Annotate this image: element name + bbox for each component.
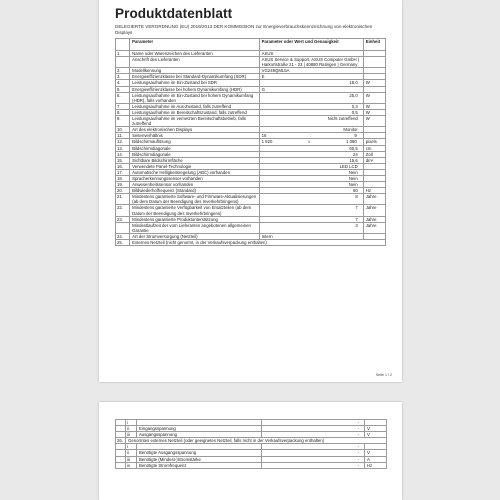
row-unit: Jahre: [363, 222, 385, 233]
row-parameter: Benötigte (Mindest-)Stromstärke: [137, 456, 262, 462]
row-value: [259, 194, 363, 205]
row-number: 14.: [116, 151, 130, 157]
row-unit: W: [363, 109, 385, 115]
row-parameter: Energieeffizienzklasse bei Standard-Dynamikumfang (SDR): [130, 74, 259, 80]
row-number: 20.: [116, 188, 130, 194]
row-sub-index: ii: [126, 450, 137, 456]
row-value-text: 0,5: [351, 109, 358, 115]
row-value-text: -: [357, 450, 359, 456]
row-unit: A: [365, 456, 387, 462]
row-unit: V: [365, 432, 387, 438]
row-number: 8.: [116, 109, 130, 115]
row-parameter: Bildschirmauflösung: [130, 139, 259, 145]
row-number: [116, 222, 130, 233]
row-sub-index: iii: [126, 456, 137, 462]
row-sub-index: i: [126, 444, 137, 450]
row-unit: Jahre: [363, 216, 385, 222]
row-value-text: LED LCD: [339, 163, 358, 169]
datasheet-page-2: [99, 402, 402, 500]
row-parameter: Name oder Warenzeichen des Lieferanten: [130, 51, 259, 57]
row-value-text: Nein: [348, 182, 358, 188]
row-unit: V: [365, 450, 387, 456]
row-parameter: Art der Stromversorgung (Netzteil): [130, 233, 259, 239]
row-value: [259, 116, 363, 127]
row-value: [259, 222, 363, 233]
spec-table: [115, 38, 386, 246]
row-value-text: -: [357, 462, 359, 468]
datasheet-page-1: [99, 0, 402, 382]
row-parameter: Bildschirmdiagonale: [130, 151, 259, 157]
row-number: [116, 462, 126, 468]
row-value: ASUS Service & Support, ASUS Computer GmbH | Harkortstraße 21 - 23 | 40880 Ratingen | Germany: [259, 57, 363, 68]
row-value-text: 0,3: [351, 103, 358, 109]
row-number: 23.: [116, 216, 130, 222]
row-number: 5.: [116, 86, 130, 92]
row-parameter: Mindestens garantierte Produktunterstützung: [130, 216, 259, 222]
row-number: 17.: [116, 169, 130, 175]
row-parameter: Leistungsaufnahme im Ein-Zustand bei SDR: [130, 80, 259, 86]
row-parameter: Leistungsaufnahme im Bereitschaftszustand, falls zutreffend: [130, 109, 259, 115]
row-value-text: -: [357, 444, 359, 450]
row-parameter: Externes Netzteil (nicht genormt, in der Verkaufsverpackung enthalten): [130, 240, 386, 246]
row-unit: V: [365, 426, 387, 432]
row-unit: Hz: [363, 188, 385, 194]
row-value-text: Nein: [348, 175, 358, 181]
row-parameter: Ausgangsspannung: [137, 432, 262, 438]
row-unit: W: [363, 116, 385, 127]
row-value-text: -: [357, 426, 359, 432]
row-parameter: Leistungsaufnahme im Aus-Zustand, falls zutreffend: [130, 103, 259, 109]
row-unit: pixels: [363, 139, 385, 145]
row-parameter: Modellkennung: [130, 68, 259, 74]
row-number: 26.: [116, 438, 126, 444]
row-parameter: Leistungsaufnahme im Ein-Zustand bei hohem Dynamikumfang (HDR), falls vorhanden: [130, 92, 259, 103]
row-value-text: -: [357, 432, 359, 438]
resolution-width: 1 920: [261, 139, 273, 145]
row-value: Intern: [259, 233, 363, 239]
row-number: 15.: [116, 157, 130, 163]
row-value-text: 60,5: [349, 145, 358, 151]
row-unit: cm: [363, 145, 385, 151]
row-unit: Jahre: [363, 205, 385, 216]
row-value: [259, 92, 363, 103]
resolution-height: 1 080: [345, 139, 357, 145]
row-parameter: Verwendete Panel-Technologie: [130, 163, 259, 169]
row-unit: Zoll: [363, 151, 385, 157]
row-value-text: 60: [352, 188, 358, 194]
row-unit: dm²: [363, 157, 385, 163]
row-parameter: Anschrift des Lieferanten: [130, 57, 259, 68]
row-number: 6.: [116, 92, 130, 103]
row-parameter: Mindestlaufzeit der vom Lieferanten angebotenen allgemeinen Garantie: [130, 222, 259, 233]
row-number: [116, 57, 130, 68]
header-nr-cell: [116, 39, 130, 51]
row-value-text: 25,0: [349, 92, 358, 98]
row-number: 10.: [116, 127, 130, 133]
row-number: 22.: [116, 205, 130, 216]
row-parameter: Genormtes externes Netzteil (oder geeignetes Netzteil, falls nicht in der Verkaufsverpackung enthalten): [126, 438, 387, 444]
row-parameter: Benötigte Ausgangsspannung: [137, 450, 262, 456]
table-row: [116, 194, 386, 205]
row-number: 13.: [116, 145, 130, 151]
row-number: 4.: [116, 80, 130, 86]
row-value-text: Nicht zutreffend: [327, 116, 358, 122]
table-row: [116, 205, 386, 216]
row-value: G: [259, 86, 363, 92]
row-number: 9.: [116, 116, 130, 127]
row-parameter: Mindestens garantierte Software- und Firmware-Aktualisierungen (ab dem Datum der Beendigung des Inverkehrbringens): [130, 194, 259, 205]
row-parameter: Mindestens garantierte Verfügbarkeit von Ersatzteilen (ab dem Datum der Beendigung des Inverkehrbringens): [130, 205, 259, 216]
row-value: ASUS: [259, 51, 363, 57]
row-value-text: -: [357, 456, 359, 462]
row-parameter: Anwesenheitssensor vorhanden: [130, 182, 259, 188]
document-subtitle: DELEGIERTE VERORDNUNG (EU) 2019/2013 DER KOMMISSION zur Energieverbrauchskennzeichnung von elektronischen Displays: [115, 24, 373, 35]
row-parameter: Bildschirmdiagonale: [130, 145, 259, 151]
row-number: 12.: [116, 139, 130, 145]
row-value-text: 7: [355, 216, 358, 222]
table-row: [116, 92, 386, 103]
row-value-text: 24: [352, 151, 358, 157]
row-number: 1.: [116, 51, 130, 57]
header-unit: Einheit: [363, 39, 385, 51]
row-parameter: Spracherkennungssensor vorhanden: [130, 175, 259, 181]
row-value-text: 7: [355, 205, 358, 211]
table-row: [116, 116, 386, 127]
row-parameter: Benötigte Stromfrequenz: [137, 462, 262, 468]
table-row: [116, 222, 386, 233]
row-parameter: Art des elektronischen Displays: [130, 127, 259, 133]
row-parameter: Seitenverhältnis: [130, 133, 259, 139]
document-title: Produktdatenblatt: [115, 6, 233, 21]
row-parameter: Bildwiederholfrequenz (Standard): [130, 188, 259, 194]
row-number: 25.: [116, 240, 130, 246]
header-parameter: Parameter: [130, 39, 259, 51]
row-number: 24.: [116, 233, 130, 239]
row-number: 2.: [116, 68, 130, 74]
table-row: [116, 57, 386, 68]
row-number: 16.: [116, 163, 130, 169]
aspect-ratio-width: 16: [261, 133, 267, 139]
row-unit: W: [363, 80, 385, 86]
row-parameter: Leistungsaufnahme im vernetzten Bereitschaftsbetrieb, falls zutreffend: [130, 116, 259, 127]
row-value-text: 18,0: [349, 80, 358, 86]
aspect-ratio-height: 9: [354, 133, 357, 139]
row-value: [262, 462, 365, 468]
row-value-text: Monitor: [343, 127, 358, 133]
row-value: E: [259, 74, 363, 80]
header-value: Parameter oder Wert und Genauigkeit: [259, 39, 363, 51]
row-unit: W: [363, 92, 385, 103]
row-sub-index: iii: [126, 432, 137, 438]
row-number: 19.: [116, 182, 130, 188]
row-parameter: Eingangsspannung: [137, 426, 262, 432]
row-unit: Jahre: [363, 194, 385, 205]
row-value-text: -: [357, 420, 359, 425]
row-value: VG249QML5A: [259, 68, 363, 74]
row-unit: W: [363, 103, 385, 109]
row-sub-index: ii: [126, 426, 137, 432]
aspect-ratio-separator: :: [309, 133, 311, 139]
row-value-text: 3: [355, 222, 358, 228]
row-value-text: 15,6: [349, 157, 358, 163]
row-number: 3.: [116, 74, 130, 80]
row-unit: Hz: [365, 462, 387, 468]
row-value-text: 8: [355, 194, 358, 200]
row-sub-index: i: [126, 420, 137, 426]
row-number: 11.: [116, 133, 130, 139]
row-parameter: Energieeffizienzklasse bei hohem Dynamikumfang (HDR): [130, 86, 259, 92]
row-value-text: Nein: [348, 169, 358, 175]
row-parameter: Sichtbare Bildschirmfläche: [130, 157, 259, 163]
resolution-separator: x: [308, 139, 311, 145]
row-value: [259, 205, 363, 216]
row-number: 21.: [116, 194, 130, 205]
row-number: 18.: [116, 175, 130, 181]
row-sub-index: iv: [126, 462, 137, 468]
row-number: 7.: [116, 103, 130, 109]
table-row: [116, 462, 387, 468]
spec-table-continued: [115, 419, 387, 469]
row-unit: [363, 57, 385, 68]
table-row: [116, 240, 386, 246]
row-parameter: Automatische Helligkeitsregelung (ABC) vorhanden: [130, 169, 259, 175]
page-number: Seite 1 / 2: [375, 373, 392, 377]
table-header-row: [116, 39, 386, 51]
